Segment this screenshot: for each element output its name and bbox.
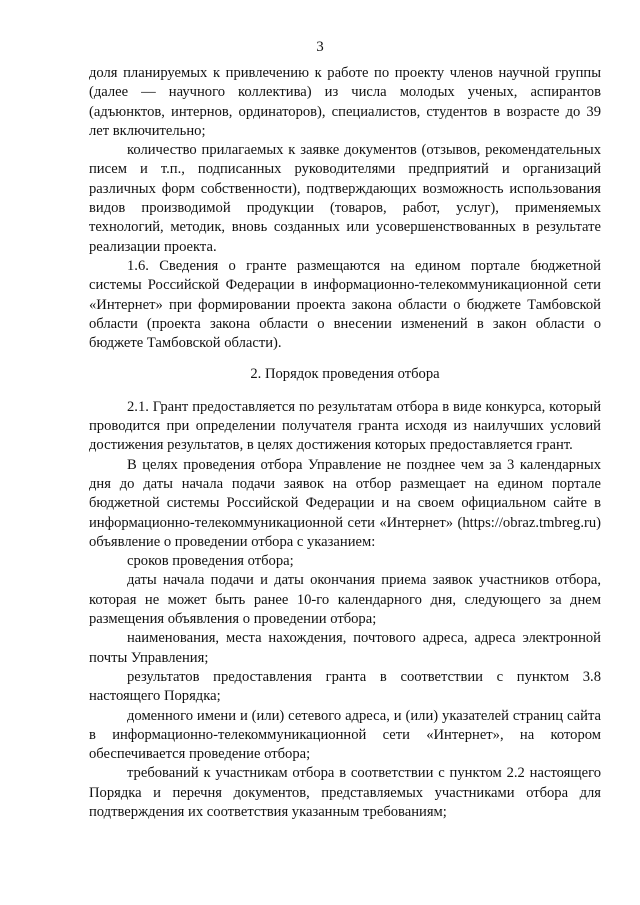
paragraph-young-researchers-share: доля планируемых к привлечению к работе по проекту членов научной группы (далее — научного коллектива) из числа молодых ученых, аспирантов (адъюнктов, интернов, ординаторов), специалистов, студентов в возрасте до 39 лет включительно; <box>89 65 601 139</box>
document-body <box>89 64 601 822</box>
list-item-grant-results: результатов предоставления гранта в соответствии с пунктом 3.8 настоящего Порядка; <box>89 668 601 705</box>
list-item-contact-details: наименования, места нахождения, почтового адреса, адреса электронной почты Управления; <box>89 630 601 666</box>
list-item-application-dates: даты начала подачи и даты окончания приема заявок участников отбора, которая не может быть ранее 10-го календарного дня, следующего за днем размещения объявления о проведении отбора; <box>89 572 601 628</box>
page-number: 3 <box>316 39 324 55</box>
list-item-participant-requirements: требований к участникам отбора в соответствии с пунктом 2.2 настоящего Порядка и перечня документов, представляемых участниками отбора для подтверждения их соответствия указанным требованиям; <box>89 765 601 820</box>
paragraph-1-6-grant-info: 1.6. Сведения о гранте размещаются на едином портале бюджетной системы Российской Федерации в информационно-телекоммуникационной сети «Интернет» при формировании проекта закона области о бюджете Тамбовской области (проекта закона области о внесении изменений в закон области о бюджете Тамбовской области). <box>89 257 601 352</box>
list-item-website-address: доменного имени и (или) сетевого адреса, и (или) указателей страниц сайта в информационно-телекоммуникационной сети «Интернет», на котором обеспечивается проведение отбора; <box>89 707 601 763</box>
paragraph-announcement-placement: В целях проведения отбора Управление не позднее чем за 3 календарных дня до даты начала подачи заявок на отбор размещает на едином портале бюджетной системы Российской Федерации и на своем официальном сайте в информационно-телекоммуникационной сети «Интернет» (https://obraz.tmbreg.ru) объявление о проведении отбора с указанием: <box>89 456 601 550</box>
section-heading: 2. Порядок проведения отбора <box>250 366 440 383</box>
list-item-selection-dates: сроков проведения отбора; <box>127 553 294 570</box>
paragraph-attached-documents-count: количество прилагаемых к заявке документов (отзывов, рекомендательных писем и т.п., подписанных руководителями предприятий и организаций различных форм собственности), подтверждающих возможность использования видов производимой продукции (товаров, работ, услуг), применяемых технологий, методик, вновь созданных или усовершенствованных в результате реализации проекта. <box>89 142 601 255</box>
section-spacer <box>89 385 601 398</box>
paragraph-2-1-grant-provision: 2.1. Грант предоставляется по результатам отбора в виде конкурса, который проводится при определении получателя гранта исходя из наилучших условий достижения результатов, в целях достижения которых предоставляется грант. <box>89 398 601 454</box>
